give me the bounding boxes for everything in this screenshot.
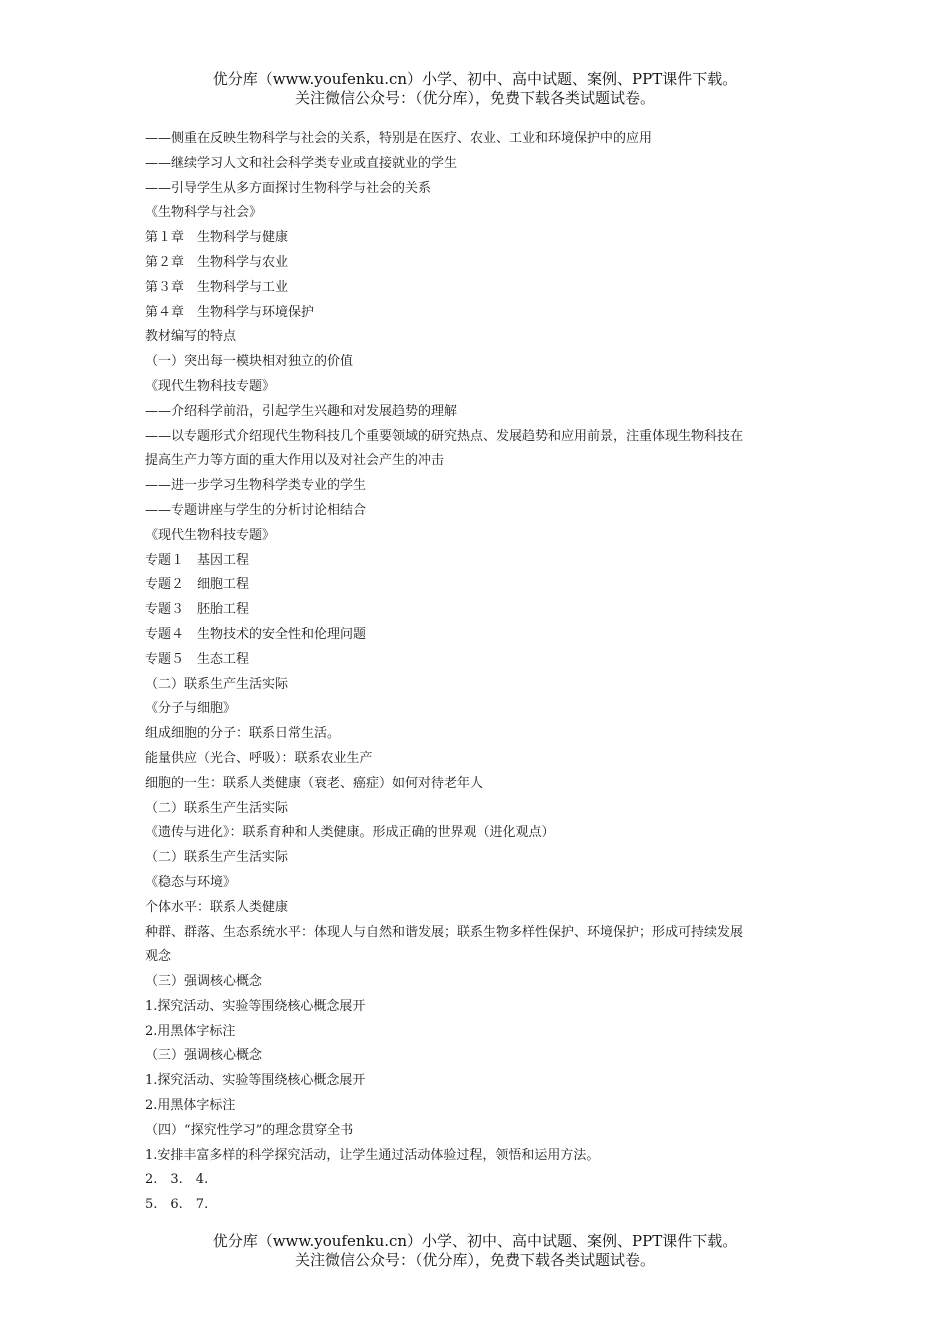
text-line: 5. 6. 7. bbox=[145, 1197, 209, 1213]
text-line: 教材编写的特点 bbox=[145, 329, 237, 345]
text-line: 《分子与细胞》 bbox=[145, 701, 237, 717]
text-line: ——侧重在反映生物科学与社会的关系，特别是在医疗、农业、工业和环境保护中的应用 bbox=[145, 131, 653, 146]
text-line: 第１章 生物科学与健康 bbox=[145, 230, 289, 246]
text-line: （三）强调核心概念 bbox=[145, 974, 263, 990]
text-line: 1.安排丰富多样的科学探究活动，让学生通过活动体验过程，领悟和运用方法。 bbox=[145, 1147, 600, 1163]
text-line: 2.用黑体字标注 bbox=[145, 1098, 236, 1114]
text-line: （二）联系生产生活实际 bbox=[145, 676, 289, 692]
text-line: 专题５ 生态工程 bbox=[145, 651, 250, 667]
text-line: ——介绍科学前沿，引起学生兴趣和对发展趋势的理解 bbox=[145, 403, 458, 419]
text-line: 专题１ 基因工程 bbox=[145, 552, 250, 568]
text-line: 组成细胞的分子：联系日常生活。 bbox=[145, 726, 341, 742]
text-line: 提高生产力等方面的重大作用以及对社会产生的冲击 bbox=[145, 453, 445, 469]
text-line: ——以专题形式介绍现代生物科技几个重要领域的研究热点、发展趋势和应用前景，注重体现生物科技在 bbox=[145, 428, 744, 444]
text-line: 专题４ 生物技术的安全性和伦理问题 bbox=[145, 626, 367, 642]
text-line: 专题２ 细胞工程 bbox=[145, 577, 250, 593]
text-line: 第４章 生物科学与环境保护 bbox=[145, 304, 315, 320]
text-line: 《稳态与环境》 bbox=[145, 874, 237, 890]
text-line: 2. 3. 4. bbox=[145, 1172, 209, 1188]
text-line: 第３章 生物科学与工业 bbox=[145, 279, 289, 295]
text-line: ——继续学习人文和社会科学类专业或直接就业的学生 bbox=[145, 155, 458, 171]
text-line: 《生物科学与社会》 bbox=[145, 205, 263, 221]
text-line: （二）联系生产生活实际 bbox=[145, 800, 289, 816]
text-line: 《现代生物科技专题》 bbox=[145, 527, 276, 543]
text-line: 观念 bbox=[145, 949, 172, 965]
text-line: （一）突出每一模块相对独立的价值 bbox=[145, 354, 354, 370]
text-line: 1.探究活动、实验等围绕核心概念展开 bbox=[145, 998, 366, 1014]
text-line: （四）“探究性学习”的理念贯穿全书 bbox=[145, 1122, 354, 1138]
text-line: 《遗传与进化》：联系育种和人类健康。形成正确的世界观（进化观点） bbox=[145, 825, 555, 841]
text-line: ——专题讲座与学生的分析讨论相结合 bbox=[145, 502, 367, 518]
footer-line-1: 优分库（www.youfenku.cn）小学、初中、高中试题、案例、PPT课件下载。 bbox=[212, 1232, 738, 1250]
header-line-2: 关注微信公众号：（优分库），免费下载各类试题试卷。 bbox=[294, 89, 655, 107]
text-line: 种群、群落、生态系统水平：体现人与自然和谐发展；联系生物多样性保护、环境保护；形成可持续发展 bbox=[145, 924, 744, 940]
text-line: 能量供应（光合、呼吸）：联系农业生产 bbox=[145, 750, 373, 766]
text-line: （二）联系生产生活实际 bbox=[145, 850, 289, 866]
text-line: 1.探究活动、实验等围绕核心概念展开 bbox=[145, 1073, 366, 1089]
text-line: 专题３ 胚胎工程 bbox=[145, 602, 250, 618]
text-line: 2.用黑体字标注 bbox=[145, 1023, 236, 1039]
text-line: （三）强调核心概念 bbox=[145, 1048, 263, 1064]
page-header bbox=[0, 70, 950, 108]
text-line: 细胞的一生：联系人类健康（衰老、癌症）如何对待老年人 bbox=[145, 775, 484, 791]
page-footer bbox=[0, 1232, 950, 1270]
text-line: 第２章 生物科学与农业 bbox=[145, 254, 289, 270]
document-body bbox=[145, 127, 815, 1218]
text-line: 《现代生物科技专题》 bbox=[145, 378, 276, 394]
text-line: ——进一步学习生物科学类专业的学生 bbox=[145, 478, 367, 494]
text-line: ——引导学生从多方面探讨生物科学与社会的关系 bbox=[145, 180, 432, 196]
text-line: 个体水平：联系人类健康 bbox=[145, 899, 289, 915]
header-line-1: 优分库（www.youfenku.cn）小学、初中、高中试题、案例、PPT课件下载。 bbox=[212, 70, 738, 88]
footer-line-2: 关注微信公众号：（优分库），免费下载各类试题试卷。 bbox=[294, 1251, 655, 1269]
